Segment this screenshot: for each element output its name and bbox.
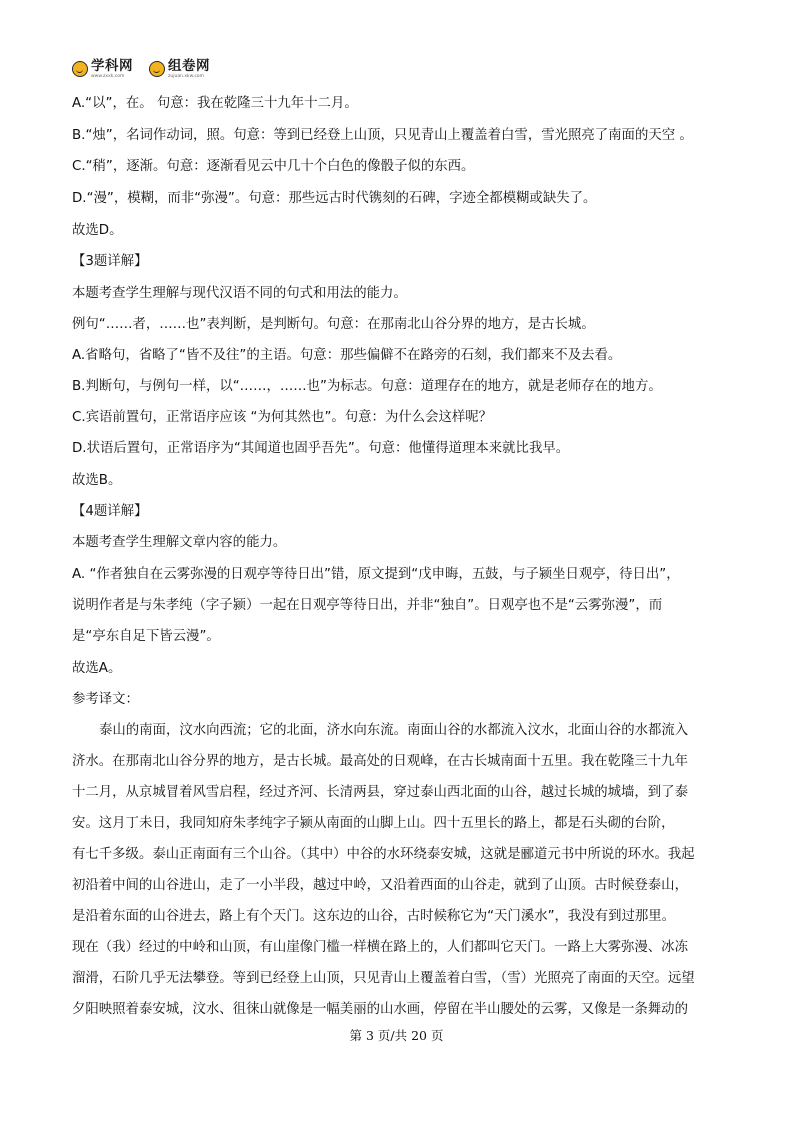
section-heading: 【4题详解】 bbox=[72, 504, 148, 519]
text-line: 说明作者是与朱孝纯（字子颍）一起在日观亭等待日出，并非“独自”。日观亭也不是“云雾弥漫”，而 bbox=[72, 598, 663, 613]
translation-line: 济水。在那南北山谷分界的地方，是古长城。最高处的日观峰，在古长城南面十五里。我在乾隆三十九年 bbox=[72, 754, 688, 769]
text-line: 故选D。 bbox=[72, 223, 123, 238]
text-line: C.“稍”，逐渐。句意：逐渐看见云中几十个白色的像骰子似的东西。 bbox=[72, 159, 475, 174]
logo-url: www.zxxk.com bbox=[91, 73, 125, 79]
text-line: 故选B。 bbox=[72, 473, 122, 488]
text-line: A.省略句，省略了“皆不及往”的主语。句意：那些偏僻不在路旁的石刻，我们都来不及去看。 bbox=[72, 348, 622, 363]
translation-line: 初沿着中间的山谷进山，走了一小半段，越过中岭，又沿着西面的山谷走，就到了山顶。古时候登泰山， bbox=[72, 878, 688, 893]
logo-xuekewang bbox=[72, 60, 133, 79]
mortarboard-smile-icon bbox=[149, 61, 165, 77]
section-heading: 【3题详解】 bbox=[72, 254, 148, 269]
text-line: 参考译文： bbox=[72, 692, 139, 707]
translation-line: 溜滑，石阶几乎无法攀登。等到已经登上山顶，只见青山上覆盖着白雪，（雪）光照亮了南面的天空。远望 bbox=[72, 971, 695, 986]
logo-name: 组卷网 bbox=[168, 58, 210, 74]
translation-line: 是沿着东面的山谷进去，路上有个天门。这东边的山谷，古时候称它为“天门溪水”，我没有到过那里。 bbox=[72, 909, 676, 924]
translation-line: 十二月，从京城冒着风雪启程，经过齐河、长清两县，穿过泰山西北面的山谷，越过长城的城墙，到了泰 bbox=[72, 785, 688, 800]
translation-line: 泰山的南面，汶水向西流；它的北面，济水向东流。南面山谷的水都流入汶水，北面山谷的水都流入 bbox=[99, 723, 689, 738]
translation-line: 现在（我）经过的中岭和山顶，有山崖像门槛一样横在路上的，人们都叫它天门。一路上大雾弥漫、冰冻 bbox=[72, 940, 688, 955]
logo-url: zujuan.xkw.com bbox=[168, 73, 204, 79]
page-number: 第 3 页/共 20 页 bbox=[349, 1028, 444, 1043]
text-line: B.“烛”，名词作动词，照。句意：等到已经登上山顶，只见青山上覆盖着白雪，雪光照亮了南面的天空 。 bbox=[72, 128, 693, 143]
logo-zujuanwang bbox=[149, 60, 210, 79]
text-line: 本题考查学生理解文章内容的能力。 bbox=[72, 535, 287, 550]
text-line: 故选A。 bbox=[72, 661, 122, 676]
text-line: A. “作者独自在云雾弥漫的日观亭等待日出”错，原文提到“戊申晦，五鼓，与子颍坐日观亭，待日出”， bbox=[72, 567, 680, 582]
header-logos bbox=[72, 60, 210, 79]
text-line: 例句“……者，……也”表判断，是判断句。句意：在那南北山谷分界的地方，是古长城。 bbox=[72, 317, 595, 332]
translation-line: 夕阳映照着泰安城，汶水、徂徕山就像是一幅美丽的山水画，停留在半山腰处的云雾，又像是一条舞动的 bbox=[72, 1002, 688, 1017]
text-line: A.“以”，在。 句意：我在乾隆三十九年十二月。 bbox=[72, 96, 358, 111]
translation-line: 有七千多级。泰山正南面有三个山谷。（其中）中谷的水环绕泰安城，这就是郦道元书中所说的环水。我起 bbox=[72, 847, 695, 862]
text-line: 是“亭东自足下皆云漫”。 bbox=[72, 629, 220, 644]
text-line: D.“漫”，模糊，而非“弥漫”。句意：那些远古时代镌刻的石碑，字迹全都模糊或缺失了。 bbox=[72, 191, 597, 206]
text-line: B.判断句，与例句一样，以“……，……也”为标志。句意：道理存在的地方，就是老师存在的地方。 bbox=[72, 379, 662, 394]
text-line: D.状语后置句，正常语序为“其闻道也固乎吾先”。句意：他懂得道理本来就比我早。 bbox=[72, 441, 570, 456]
logo-name: 学科网 bbox=[91, 58, 133, 74]
text-line: C.宾语前置句，正常语序应该 “为何其然也”。句意：为什么会这样呢？ bbox=[72, 410, 493, 425]
translation-line: 安。这月丁未日，我同知府朱孝纯字子颍从南面的山脚上山。四十五里长的路上，都是石头砌的台阶， bbox=[72, 816, 675, 831]
text-line: 本题考查学生理解与现代汉语不同的句式和用法的能力。 bbox=[72, 286, 407, 301]
mortarboard-smile-icon bbox=[72, 61, 88, 77]
